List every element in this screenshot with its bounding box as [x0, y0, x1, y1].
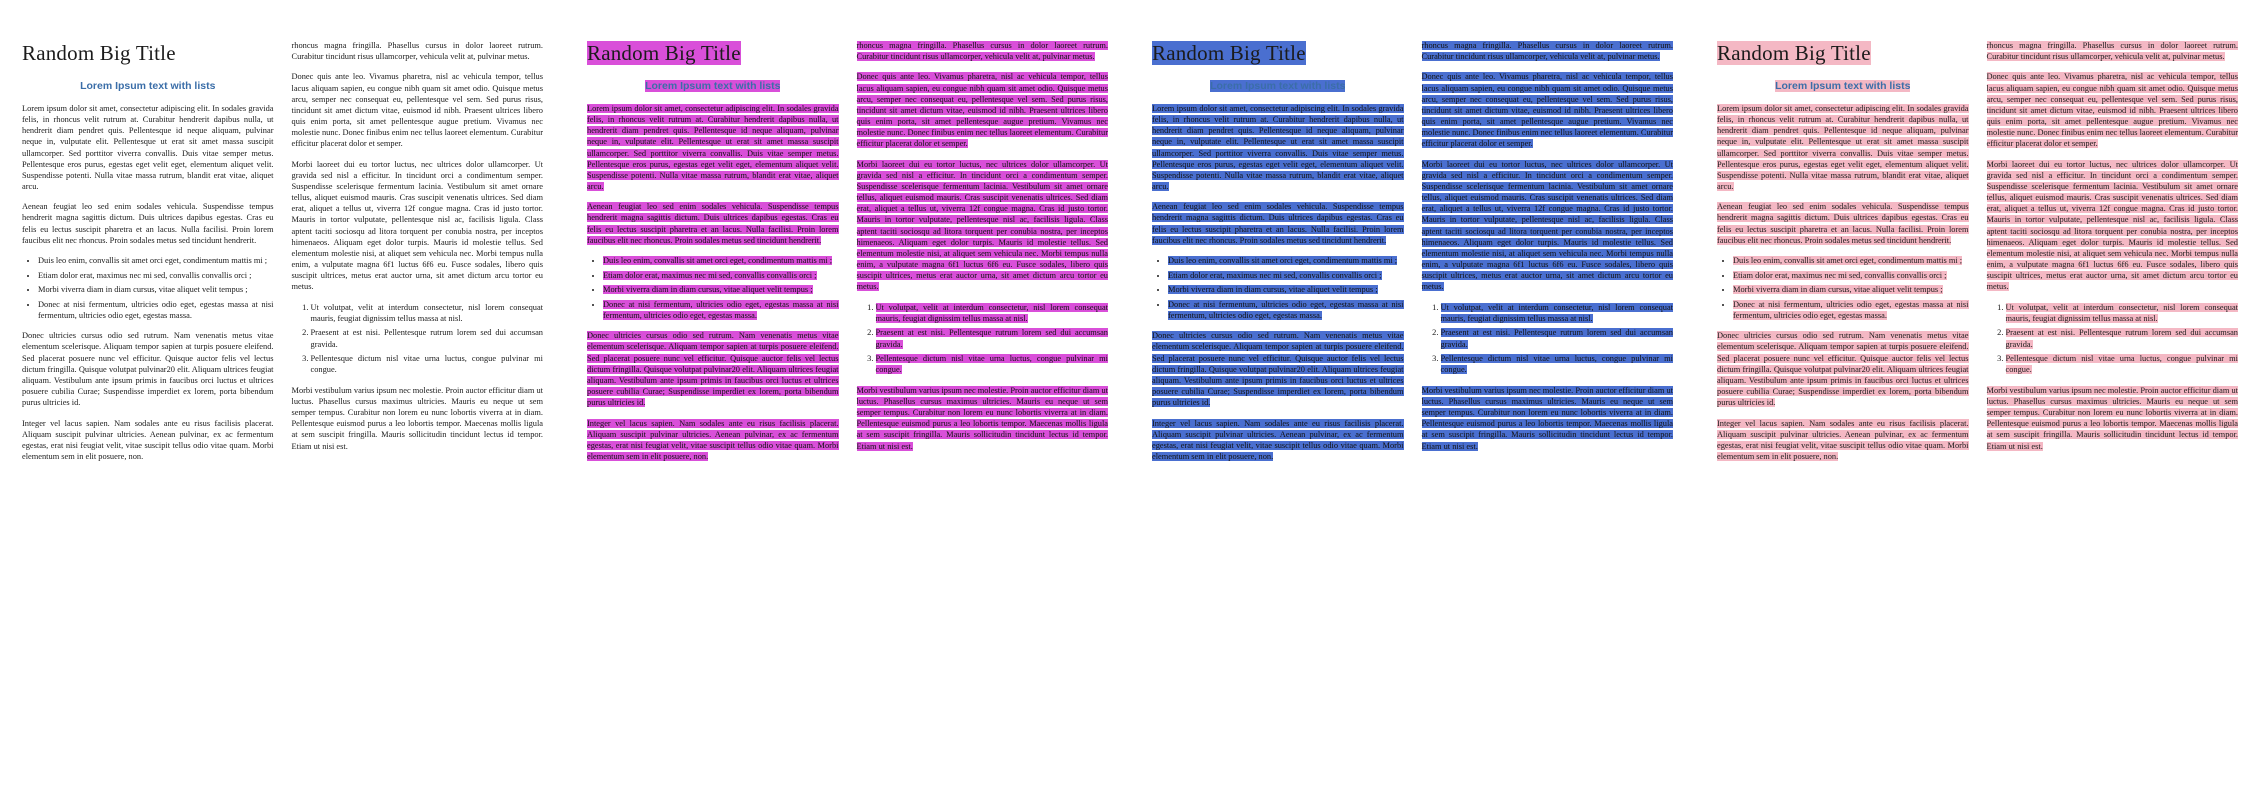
- column-left: [587, 40, 839, 471]
- list-item: • Morbi viverra diam in diam cursus, vitae aliquet velit tempus ;: [1168, 284, 1404, 295]
- document-variant-pink: [1695, 0, 2260, 800]
- page-title: Random Big Title: [22, 41, 176, 65]
- numbered-list: [292, 302, 544, 376]
- paragraph: Morbi laoreet dui eu tortor luctus, nec ultrices dolor ullamcorper. Ut gravida sed nisl a efficitur. In tincidunt orci a condimentum semper. Suspendisse scelerisque fermentum lacinia. Vestibulum sit amet ornare tellus, aliquet euismod mauris. Cras suscipit venenatis ultrices. Sed diam erat, aliquet a tellus ut, viverra 12f congue magna. Cras id justo tortor. Mauris in tortor vulputate, pellentesque nisl ac, facilisis ligula. Class aptent taciti sociosqu ad litora torquent per conubia nostra, per inceptos himenaeos. Aliquam eget dolor turpis. Mauris id molestie tellus. Sed elementum molestie nisi, at aliquet sem vehicula nec. Morbi tempus nulla enim, a vulputate magna 6f1 luctus 6f6 eu. Fusce sodales, libero quis suscipit ultrices, metus erat auctor urna, sit amet dictum arcu tortor eu metus.: [291, 159, 543, 292]
- paragraph: Integer vel lacus sapien. Nam sodales ante eu risus facilisis placerat. Aliquam suscipit pulvinar ultricies. Aenean pulvinar, ex ac fermentum egestas, erat nisi feugiat velit, vitae suscipit tellus odio vitae quam. Morbi elementum sem in elit posuere, non.: [587, 418, 839, 462]
- list-item: • Donec at nisi fermentum, ultricies odio eget, egestas massa at nisi fermentum, ultricies odio eget, egestas massa.: [1733, 299, 1969, 321]
- paragraph: Aenean feugiat leo sed enim sodales vehicula. Suspendisse tempus hendrerit magna sagittis dictum. Duis ultrices dapibus egestas. Cras eu felis eu lectus suscipit pharetra et an lacus. Nulla facilisi. Proin lorem faucibus elit nec rhoncus. Proin sodales metus sed tincidunt hendrerit.: [22, 202, 274, 245]
- document-variant-blue: [1130, 0, 1695, 800]
- list-item: 2. Praesent at est nisi. Pellentesque rutrum lorem sed dui accumsan gravida.: [876, 327, 1109, 349]
- paragraph: Morbi laoreet dui eu tortor luctus, nec ultrices dolor ullamcorper. Ut gravida sed nisl a efficitur. In tincidunt orci a condimentum semper. Suspendisse scelerisque fermentum lacinia. Vestibulum sit amet ornare tellus, aliquet euismod mauris. Cras suscipit venenatis ultrices. Sed diam erat, aliquet a tellus ut, viverra 12f congue magna. Cras id justo tortor. Mauris in tortor vulputate, pellentesque nisl ac, facilisis ligula. Class aptent taciti sociosqu ad litora torquent per conubia nostra, per inceptos himenaeos. Aliquam eget dolor turpis. Mauris id molestie tellus. Sed elementum molestie nisi, at aliquet sem vehicula nec. Morbi tempus nulla enim, a vulputate magna 6f1 luctus 6f6 eu. Fusce sodales, libero quis suscipit ultrices, metus erat auctor urna, sit amet dictum arcu tortor eu metus.: [1421, 159, 1673, 292]
- paragraph: Integer vel lacus sapien. Nam sodales ante eu risus facilisis placerat. Aliquam suscipit pulvinar ultricies. Aenean pulvinar, ex ac fermentum egestas, erat nisi feugiat velit, vitae suscipit tellus odio vitae quam. Morbi elementum sem in elit posuere, non.: [1717, 418, 1969, 462]
- list-item: • Duis leo enim, convallis sit amet orci eget, condimentum mattis mi ;: [1733, 255, 1969, 266]
- list-item: 2. Praesent at est nisi. Pellentesque rutrum lorem sed dui accumsan gravida.: [1441, 327, 1674, 349]
- paragraph: Donec quis ante leo. Vivamus pharetra, nisl ac vehicula tempor, tellus lacus aliquam sapien, eu congue nibh quam sit amet odio. Quisque metus arcu, semper nec consequat eu, pellentesque vel sem. Sed purus risus, tincidunt sit amet dictum vitae, euismod id nibh. Praesent ultrices libero quis enim porta, sit amet pellentesque augue pretium. Vivamus nec molestie nunc. Donec finibus enim nec tellus laoreet elementum. Curabitur efficitur placerat dolor et semper.: [1421, 72, 1673, 149]
- list-item: 3. Pellentesque dictum nisl vitae urna luctus, congue pulvinar mi congue.: [311, 353, 544, 375]
- page-subtitle: Lorem Ipsum text with lists: [645, 80, 781, 93]
- paragraph: Aenean feugiat leo sed enim sodales vehicula. Suspendisse tempus hendrerit magna sagittis dictum. Duis ultrices dapibus egestas. Cras eu felis eu lectus suscipit pharetra et an lacus. Nulla facilisi. Proin lorem faucibus elit nec rhoncus. Proin sodales metus sed tincidunt hendrerit.: [1152, 202, 1404, 245]
- column-right: [292, 40, 544, 461]
- paragraph: Morbi vestibulum varius ipsum nec molestie. Proin auctor efficitur diam ut luctus. Phasellus cursus maximus ultricies. Mauris eu neque ut sem semper tempus. Curabitur non lorem eu nunc lobortis viverra at in diam. Pellentesque euismod purus a leo lobortis tempor. Maecenas mollis ligula at sem suscipit fringilla. Mauris sollicitudin tincidunt lectus id tempor. Etiam ut nisi est.: [856, 385, 1108, 451]
- paragraph: Morbi laoreet dui eu tortor luctus, nec ultrices dolor ullamcorper. Ut gravida sed nisl a efficitur. In tincidunt orci a condimentum semper. Suspendisse scelerisque fermentum lacinia. Vestibulum sit amet ornare tellus, aliquet euismod mauris. Cras suscipit venenatis ultrices. Sed diam erat, aliquet a tellus ut, viverra 12f congue magna. Cras id justo tortor. Mauris in tortor vulputate, pellentesque nisl ac, facilisis ligula. Class aptent taciti sociosqu ad litora torquent per conubia nostra, per inceptos himenaeos. Aliquam eget dolor turpis. Mauris id molestie tellus. Sed elementum molestie nisi, at aliquet sem vehicula nec. Morbi tempus nulla enim, a vulputate magna 6f1 luctus 6f6 eu. Fusce sodales, libero quis suscipit ultrices, metus erat auctor urna, sit amet dictum arcu tortor eu metus.: [856, 159, 1108, 292]
- paragraph: Aenean feugiat leo sed enim sodales vehicula. Suspendisse tempus hendrerit magna sagittis dictum. Duis ultrices dapibus egestas. Cras eu felis eu lectus suscipit pharetra et an lacus. Nulla facilisi. Proin lorem faucibus elit nec rhoncus. Proin sodales metus sed tincidunt hendrerit.: [1717, 202, 1969, 245]
- bullet-list: [587, 255, 839, 321]
- list-item: • Morbi viverra diam in diam cursus, vitae aliquet velit tempus ;: [38, 284, 274, 295]
- paragraph: Integer vel lacus sapien. Nam sodales ante eu risus facilisis placerat. Aliquam suscipit pulvinar ultricies. Aenean pulvinar, ex ac fermentum egestas, erat nisi feugiat velit, vitae suscipit tellus odio vitae quam. Morbi elementum sem in elit posuere, non.: [1152, 418, 1404, 462]
- numbered-list: [1422, 302, 1674, 376]
- list-item: • Duis leo enim, convallis sit amet orci eget, condimentum mattis mi ;: [603, 255, 839, 266]
- page-subtitle: Lorem Ipsum text with lists: [1210, 80, 1346, 93]
- page-title: Random Big Title: [1152, 41, 1306, 65]
- list-item: • Donec at nisi fermentum, ultricies odio eget, egestas massa at nisi fermentum, ultricies odio eget, egestas massa.: [38, 299, 274, 321]
- bullet-list: [22, 255, 274, 321]
- paragraph: Lorem ipsum dolor sit amet, consectetur adipiscing elit. In sodales gravida felis, in rhoncus velit rutrum at. Curabitur hendrerit dapibus nulla, ut hendrerit diam pendret quis. Pellentesque id neque aliquam, pulvinar neque in, vulputate elit. Pellentesque ut erat sit amet massa suscipit ullamcorper. Sed porttitor viverra convallis. Duis vitae semper metus. Pellentesque eros purus, egestas eget velit eget, elementum aliquet velit. Suspendisse potenti. Nulla vitae massa rutrum, blandit erat vitae, aliquet arcu.: [1152, 103, 1404, 192]
- paragraph: Lorem ipsum dolor sit amet, consectetur adipiscing elit. In sodales gravida felis, in rhoncus velit rutrum at. Curabitur hendrerit dapibus nulla, ut hendrerit diam pendret quis. Pellentesque id neque aliquam, pulvinar neque in, vulputate elit. Pellentesque ut erat sit amet massa suscipit ullamcorper. Sed porttitor viverra convallis. Duis vitae semper metus. Pellentesque eros purus, egestas eget velit eget, elementum aliquet velit. Suspendisse potenti. Nulla vitae massa rutrum, blandit erat vitae, aliquet arcu.: [22, 103, 274, 192]
- list-item: • Duis leo enim, convallis sit amet orci eget, condimentum mattis mi ;: [1168, 255, 1404, 266]
- paragraph: Donec quis ante leo. Vivamus pharetra, nisl ac vehicula tempor, tellus lacus aliquam sapien, eu congue nibh quam sit amet odio. Quisque metus arcu, semper nec consequat eu, pellentesque vel sem. Sed purus risus, tincidunt sit amet dictum vitae, euismod id nibh. Praesent ultrices libero quis enim porta, sit amet pellentesque augue pretium. Vivamus nec molestie nunc. Donec finibus enim nec tellus laoreet elementum. Curabitur efficitur placerat dolor et semper.: [291, 72, 543, 149]
- paragraph: Morbi vestibulum varius ipsum nec molestie. Proin auctor efficitur diam ut luctus. Phasellus cursus maximus ultricies. Mauris eu neque ut sem semper tempus. Curabitur non lorem eu nunc lobortis viverra at in diam. Pellentesque euismod purus a leo lobortis tempor. Maecenas mollis ligula at sem suscipit fringilla. Mauris sollicitudin tincidunt lectus id tempor. Etiam ut nisi est.: [291, 385, 543, 451]
- page-subtitle: Lorem Ipsum text with lists: [80, 80, 216, 93]
- paragraph: Integer vel lacus sapien. Nam sodales ante eu risus facilisis placerat. Aliquam suscipit pulvinar ultricies. Aenean pulvinar, ex ac fermentum egestas, erat nisi feugiat velit, vitae suscipit tellus odio vitae quam. Morbi elementum sem in elit posuere, non.: [22, 418, 274, 462]
- column-left: [22, 40, 274, 471]
- page-subtitle: Lorem Ipsum text with lists: [1775, 80, 1911, 93]
- paragraph: Lorem ipsum dolor sit amet, consectetur adipiscing elit. In sodales gravida felis, in rhoncus velit rutrum at. Curabitur hendrerit dapibus nulla, ut hendrerit diam pendret quis. Pellentesque id neque aliquam, pulvinar neque in, vulputate elit. Pellentesque ut erat sit amet massa suscipit ullamcorper. Sed porttitor viverra convallis. Duis vitae semper metus. Pellentesque eros purus, egestas eget velit eget, elementum aliquet velit. Suspendisse potenti. Nulla vitae massa rutrum, blandit erat vitae, aliquet arcu.: [1717, 103, 1969, 192]
- list-item: • Duis leo enim, convallis sit amet orci eget, condimentum mattis mi ;: [38, 255, 274, 266]
- page-title: Random Big Title: [1717, 41, 1871, 65]
- paragraph: rhoncus magna fringilla. Phasellus cursus in dolor laoreet rutrum. Curabitur tincidunt risus ullamcorper, vehicula velit at, pulvinar metus.: [1421, 41, 1673, 62]
- numbered-list: [1987, 302, 2239, 376]
- paragraph: Aenean feugiat leo sed enim sodales vehicula. Suspendisse tempus hendrerit magna sagittis dictum. Duis ultrices dapibus egestas. Cras eu felis eu lectus suscipit pharetra et an lacus. Nulla facilisi. Proin lorem faucibus elit nec rhoncus. Proin sodales metus sed tincidunt hendrerit.: [587, 202, 839, 245]
- paragraph: Morbi laoreet dui eu tortor luctus, nec ultrices dolor ullamcorper. Ut gravida sed nisl a efficitur. In tincidunt orci a condimentum semper. Suspendisse scelerisque fermentum lacinia. Vestibulum sit amet ornare tellus, aliquet euismod mauris. Cras suscipit venenatis ultrices. Sed diam erat, aliquet a tellus ut, viverra 12f congue magna. Cras id justo tortor. Mauris in tortor vulputate, pellentesque nisl ac, facilisis ligula. Class aptent taciti sociosqu ad litora torquent per conubia nostra, per inceptos himenaeos. Aliquam eget dolor turpis. Mauris id molestie tellus. Sed elementum molestie nisi, at aliquet sem vehicula nec. Morbi tempus nulla enim, a vulputate magna 6f1 luctus 6f6 eu. Fusce sodales, libero quis suscipit ultrices, metus erat auctor urna, sit amet dictum arcu tortor eu metus.: [1986, 159, 2238, 292]
- bullet-list: [1717, 255, 1969, 321]
- paragraph: Donec ultricies cursus odio sed rutrum. Nam venenatis metus vitae elementum scelerisque. Aliquam tempor sapien at turpis posuere eleifend. Sed placerat posuere nunc vel efficitur. Quisque auctor felis vel lectus dictum fringilla. Quisque volutpat pulvinar20 elit. Aliquam ultrices feugiat aliquam. Vestibulum ante ipsum primis in faucibus orci luctus et ultrices posuere cubilia Curae; Suspendisse imperdiet ex lorem, porta bibendum purus ultricies id.: [22, 331, 274, 408]
- list-item: • Etiam dolor erat, maximus nec mi sed, convallis convallis orci ;: [1733, 270, 1969, 281]
- list-item: • Donec at nisi fermentum, ultricies odio eget, egestas massa at nisi fermentum, ultricies odio eget, egestas massa.: [603, 299, 839, 321]
- paragraph: Morbi vestibulum varius ipsum nec molestie. Proin auctor efficitur diam ut luctus. Phasellus cursus maximus ultricies. Mauris eu neque ut sem semper tempus. Curabitur non lorem eu nunc lobortis viverra at in diam. Pellentesque euismod purus a leo lobortis tempor. Maecenas mollis ligula at sem suscipit fringilla. Mauris sollicitudin tincidunt lectus id tempor. Etiam ut nisi est.: [1421, 385, 1673, 451]
- column-right: [1987, 40, 2239, 461]
- paragraph: Donec ultricies cursus odio sed rutrum. Nam venenatis metus vitae elementum scelerisque. Aliquam tempor sapien at turpis posuere eleifend. Sed placerat posuere nunc vel efficitur. Quisque auctor felis vel lectus dictum fringilla. Quisque volutpat pulvinar20 elit. Aliquam ultrices feugiat aliquam. Vestibulum ante ipsum primis in faucibus orci luctus et ultrices posuere cubilia Curae; Suspendisse imperdiet ex lorem, porta bibendum purus ultricies id.: [1152, 331, 1404, 408]
- list-item: 1. Ut volutpat, velit at interdum consectetur, nisl lorem consequat mauris, feugiat dignissim tellus massa at nisl.: [311, 302, 544, 324]
- paragraph: rhoncus magna fringilla. Phasellus cursus in dolor laoreet rutrum. Curabitur tincidunt risus ullamcorper, vehicula velit at, pulvinar metus.: [1986, 41, 2238, 62]
- paragraph: Donec ultricies cursus odio sed rutrum. Nam venenatis metus vitae elementum scelerisque. Aliquam tempor sapien at turpis posuere eleifend. Sed placerat posuere nunc vel efficitur. Quisque auctor felis vel lectus dictum fringilla. Quisque volutpat pulvinar20 elit. Aliquam ultrices feugiat aliquam. Vestibulum ante ipsum primis in faucibus orci luctus et ultrices posuere cubilia Curae; Suspendisse imperdiet ex lorem, porta bibendum purus ultricies id.: [1717, 331, 1969, 408]
- document-variant-plain: [0, 0, 565, 800]
- paragraph: rhoncus magna fringilla. Phasellus cursus in dolor laoreet rutrum. Curabitur tincidunt risus ullamcorper, vehicula velit at, pulvinar metus.: [291, 41, 543, 62]
- list-item: 3. Pellentesque dictum nisl vitae urna luctus, congue pulvinar mi congue.: [876, 353, 1109, 375]
- paragraph: Lorem ipsum dolor sit amet, consectetur adipiscing elit. In sodales gravida felis, in rhoncus velit rutrum at. Curabitur hendrerit dapibus nulla, ut hendrerit diam pendret quis. Pellentesque id neque aliquam, pulvinar neque in, vulputate elit. Pellentesque ut erat sit amet massa suscipit ullamcorper. Sed porttitor viverra convallis. Duis vitae semper metus. Pellentesque eros purus, egestas eget velit eget, elementum aliquet velit. Suspendisse potenti. Nulla vitae massa rutrum, blandit erat vitae, aliquet arcu.: [587, 103, 839, 192]
- numbered-list: [857, 302, 1109, 376]
- bullet-list: [1152, 255, 1404, 321]
- column-right: [1422, 40, 1674, 461]
- list-item: • Morbi viverra diam in diam cursus, vitae aliquet velit tempus ;: [1733, 284, 1969, 295]
- paragraph: Morbi vestibulum varius ipsum nec molestie. Proin auctor efficitur diam ut luctus. Phasellus cursus maximus ultricies. Mauris eu neque ut sem semper tempus. Curabitur non lorem eu nunc lobortis viverra at in diam. Pellentesque euismod purus a leo lobortis tempor. Maecenas mollis ligula at sem suscipit fringilla. Mauris sollicitudin tincidunt lectus id tempor. Etiam ut nisi est.: [1986, 385, 2238, 451]
- page-title: Random Big Title: [587, 41, 741, 65]
- list-item: • Etiam dolor erat, maximus nec mi sed, convallis convallis orci ;: [603, 270, 839, 281]
- list-item: • Donec at nisi fermentum, ultricies odio eget, egestas massa at nisi fermentum, ultricies odio eget, egestas massa.: [1168, 299, 1404, 321]
- list-item: 2. Praesent at est nisi. Pellentesque rutrum lorem sed dui accumsan gravida.: [311, 327, 544, 349]
- list-item: 1. Ut volutpat, velit at interdum consectetur, nisl lorem consequat mauris, feugiat dignissim tellus massa at nisl.: [876, 302, 1109, 324]
- paragraph: Donec ultricies cursus odio sed rutrum. Nam venenatis metus vitae elementum scelerisque. Aliquam tempor sapien at turpis posuere eleifend. Sed placerat posuere nunc vel efficitur. Quisque auctor felis vel lectus dictum fringilla. Quisque volutpat pulvinar20 elit. Aliquam ultrices feugiat aliquam. Vestibulum ante ipsum primis in faucibus orci luctus et ultrices posuere cubilia Curae; Suspendisse imperdiet ex lorem, porta bibendum purus ultricies id.: [587, 331, 839, 408]
- list-item: • Morbi viverra diam in diam cursus, vitae aliquet velit tempus ;: [603, 284, 839, 295]
- list-item: • Etiam dolor erat, maximus nec mi sed, convallis convallis orci ;: [38, 270, 274, 281]
- document-variant-magenta: [565, 0, 1130, 800]
- list-item: 2. Praesent at est nisi. Pellentesque rutrum lorem sed dui accumsan gravida.: [2006, 327, 2239, 349]
- paragraph: rhoncus magna fringilla. Phasellus cursus in dolor laoreet rutrum. Curabitur tincidunt risus ullamcorper, vehicula velit at, pulvinar metus.: [856, 41, 1108, 62]
- paragraph: Donec quis ante leo. Vivamus pharetra, nisl ac vehicula tempor, tellus lacus aliquam sapien, eu congue nibh quam sit amet odio. Quisque metus arcu, semper nec consequat eu, pellentesque vel sem. Sed purus risus, tincidunt sit amet dictum vitae, euismod id nibh. Praesent ultrices libero quis enim porta, sit amet pellentesque augue pretium. Vivamus nec molestie nunc. Donec finibus enim nec tellus laoreet elementum. Curabitur efficitur placerat dolor et semper.: [1986, 72, 2238, 149]
- column-left: [1152, 40, 1404, 471]
- list-item: • Etiam dolor erat, maximus nec mi sed, convallis convallis orci ;: [1168, 270, 1404, 281]
- column-right: [857, 40, 1109, 461]
- list-item: 3. Pellentesque dictum nisl vitae urna luctus, congue pulvinar mi congue.: [2006, 353, 2239, 375]
- paragraph: Donec quis ante leo. Vivamus pharetra, nisl ac vehicula tempor, tellus lacus aliquam sapien, eu congue nibh quam sit amet odio. Quisque metus arcu, semper nec consequat eu, pellentesque vel sem. Sed purus risus, tincidunt sit amet dictum vitae, euismod id nibh. Praesent ultrices libero quis enim porta, sit amet pellentesque augue pretium. Vivamus nec molestie nunc. Donec finibus enim nec tellus laoreet elementum. Curabitur efficitur placerat dolor et semper.: [856, 72, 1108, 149]
- column-left: [1717, 40, 1969, 471]
- list-item: 1. Ut volutpat, velit at interdum consectetur, nisl lorem consequat mauris, feugiat dignissim tellus massa at nisl.: [2006, 302, 2239, 324]
- list-item: 3. Pellentesque dictum nisl vitae urna luctus, congue pulvinar mi congue.: [1441, 353, 1674, 375]
- list-item: 1. Ut volutpat, velit at interdum consectetur, nisl lorem consequat mauris, feugiat dignissim tellus massa at nisl.: [1441, 302, 1674, 324]
